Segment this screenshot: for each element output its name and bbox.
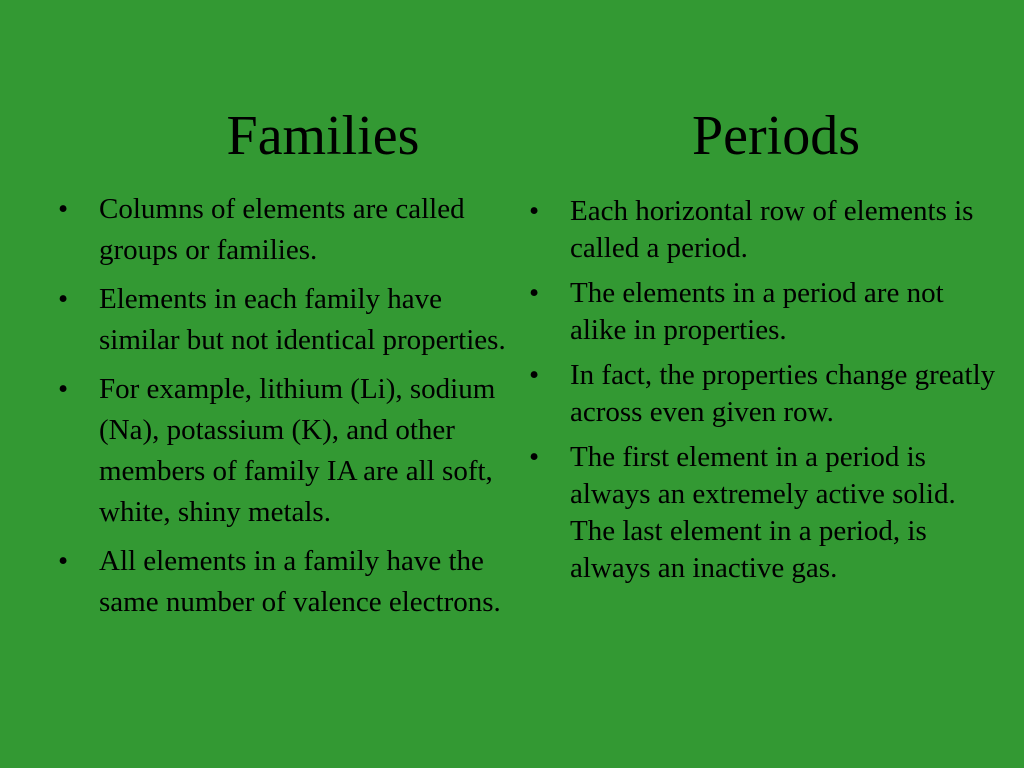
families-bullet-text: All elements in a family have the same number of valence electrons. <box>99 545 501 618</box>
periods-bullet-item <box>529 275 999 349</box>
families-bullet-item <box>58 279 518 361</box>
periods-bullet-item <box>529 193 999 267</box>
bullet-dot-icon: • <box>58 545 69 577</box>
bullet-dot-icon: • <box>58 193 69 225</box>
periods-bullet-text: The elements in a period are not alike in properties. <box>570 277 944 346</box>
periods-title: Periods <box>692 105 860 167</box>
families-bullet-item <box>58 541 518 623</box>
periods-bullet-item <box>529 357 999 431</box>
families-title: Families <box>226 105 420 167</box>
bullet-dot-icon: • <box>529 441 540 473</box>
periods-bullet-item <box>529 439 999 587</box>
families-bullet-text: Elements in each family have similar but not identical properties. <box>99 283 506 356</box>
bullet-dot-icon: • <box>529 277 540 309</box>
families-bullet-text: Columns of elements are called groups or families. <box>99 193 465 266</box>
families-bullet-text: For example, lithium (Li), sodium (Na), potassium (K), and other members of family IA are all soft, white, shiny metals. <box>99 373 496 528</box>
families-bullet-item <box>58 369 518 533</box>
bullet-dot-icon: • <box>58 283 69 315</box>
families-bullet-item <box>58 189 518 271</box>
bullet-dot-icon: • <box>58 373 69 405</box>
families-bullet-list <box>58 189 518 631</box>
bullet-dot-icon: • <box>529 359 540 391</box>
periods-bullet-text: Each horizontal row of elements is called a period. <box>570 195 974 264</box>
periods-bullet-text: The first element in a period is always an extremely active solid. The last element in a period, is always an inactive gas. <box>570 441 956 584</box>
periods-bullet-list <box>529 193 999 595</box>
bullet-dot-icon: • <box>529 195 540 227</box>
periods-bullet-text: In fact, the properties change greatly across even given row. <box>570 359 996 428</box>
